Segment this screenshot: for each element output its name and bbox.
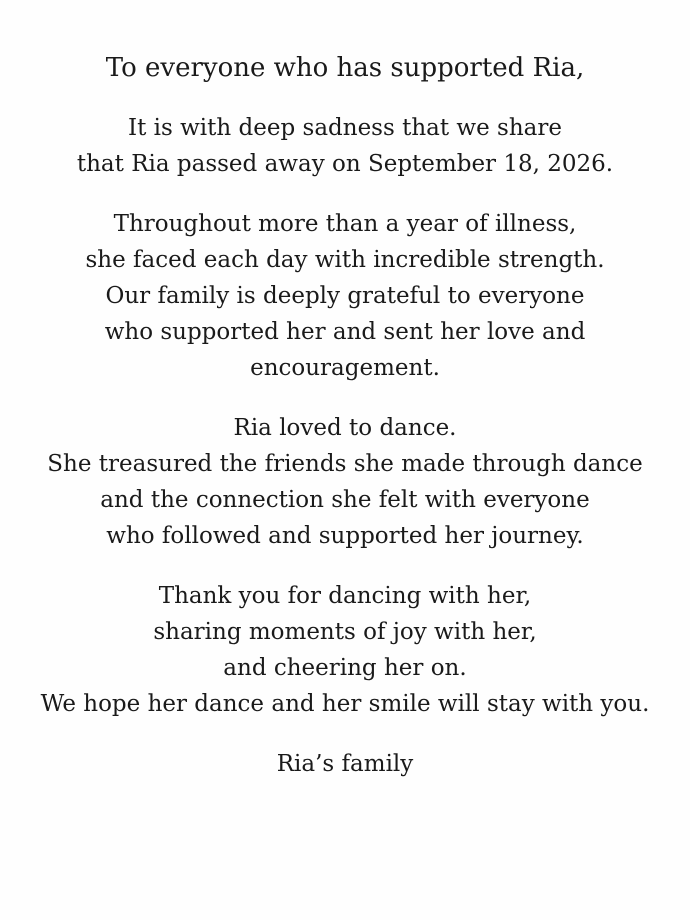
paragraph-announcement [0, 110, 690, 182]
letter-greeting: To everyone who has supported Ria, [105, 53, 585, 83]
paragraph-line: She treasured the friends she made through dance [47, 451, 643, 477]
paragraph-line: sharing moments of joy with her, [153, 619, 537, 645]
paragraph-line: encouragement. [250, 355, 440, 381]
paragraph-line: that Ria passed away on September 18, 2026. [76, 151, 614, 177]
paragraph-line: It is with deep sadness that we share [128, 115, 562, 141]
paragraph-dance [0, 410, 690, 554]
letter-signature: Ria’s family [276, 751, 414, 777]
paragraph-line: Ria loved to dance. [233, 415, 457, 441]
paragraph-line: who followed and supported her journey. [106, 523, 584, 549]
paragraph-line: and the connection she felt with everyone [100, 487, 590, 513]
paragraph-line: We hope her dance and her smile will stay with you. [40, 691, 650, 717]
paragraph-line: she faced each day with incredible strength. [85, 247, 605, 273]
paragraph-line: Throughout more than a year of illness, [113, 211, 577, 237]
paragraph-line: who supported her and sent her love and [104, 319, 586, 345]
paragraph-gratitude [0, 206, 690, 386]
paragraph-line: and cheering her on. [223, 655, 467, 681]
paragraph-thanks [0, 578, 690, 722]
paragraph-line: Our family is deeply grateful to everyone [105, 283, 585, 309]
paragraph-line: Thank you for dancing with her, [158, 583, 532, 609]
